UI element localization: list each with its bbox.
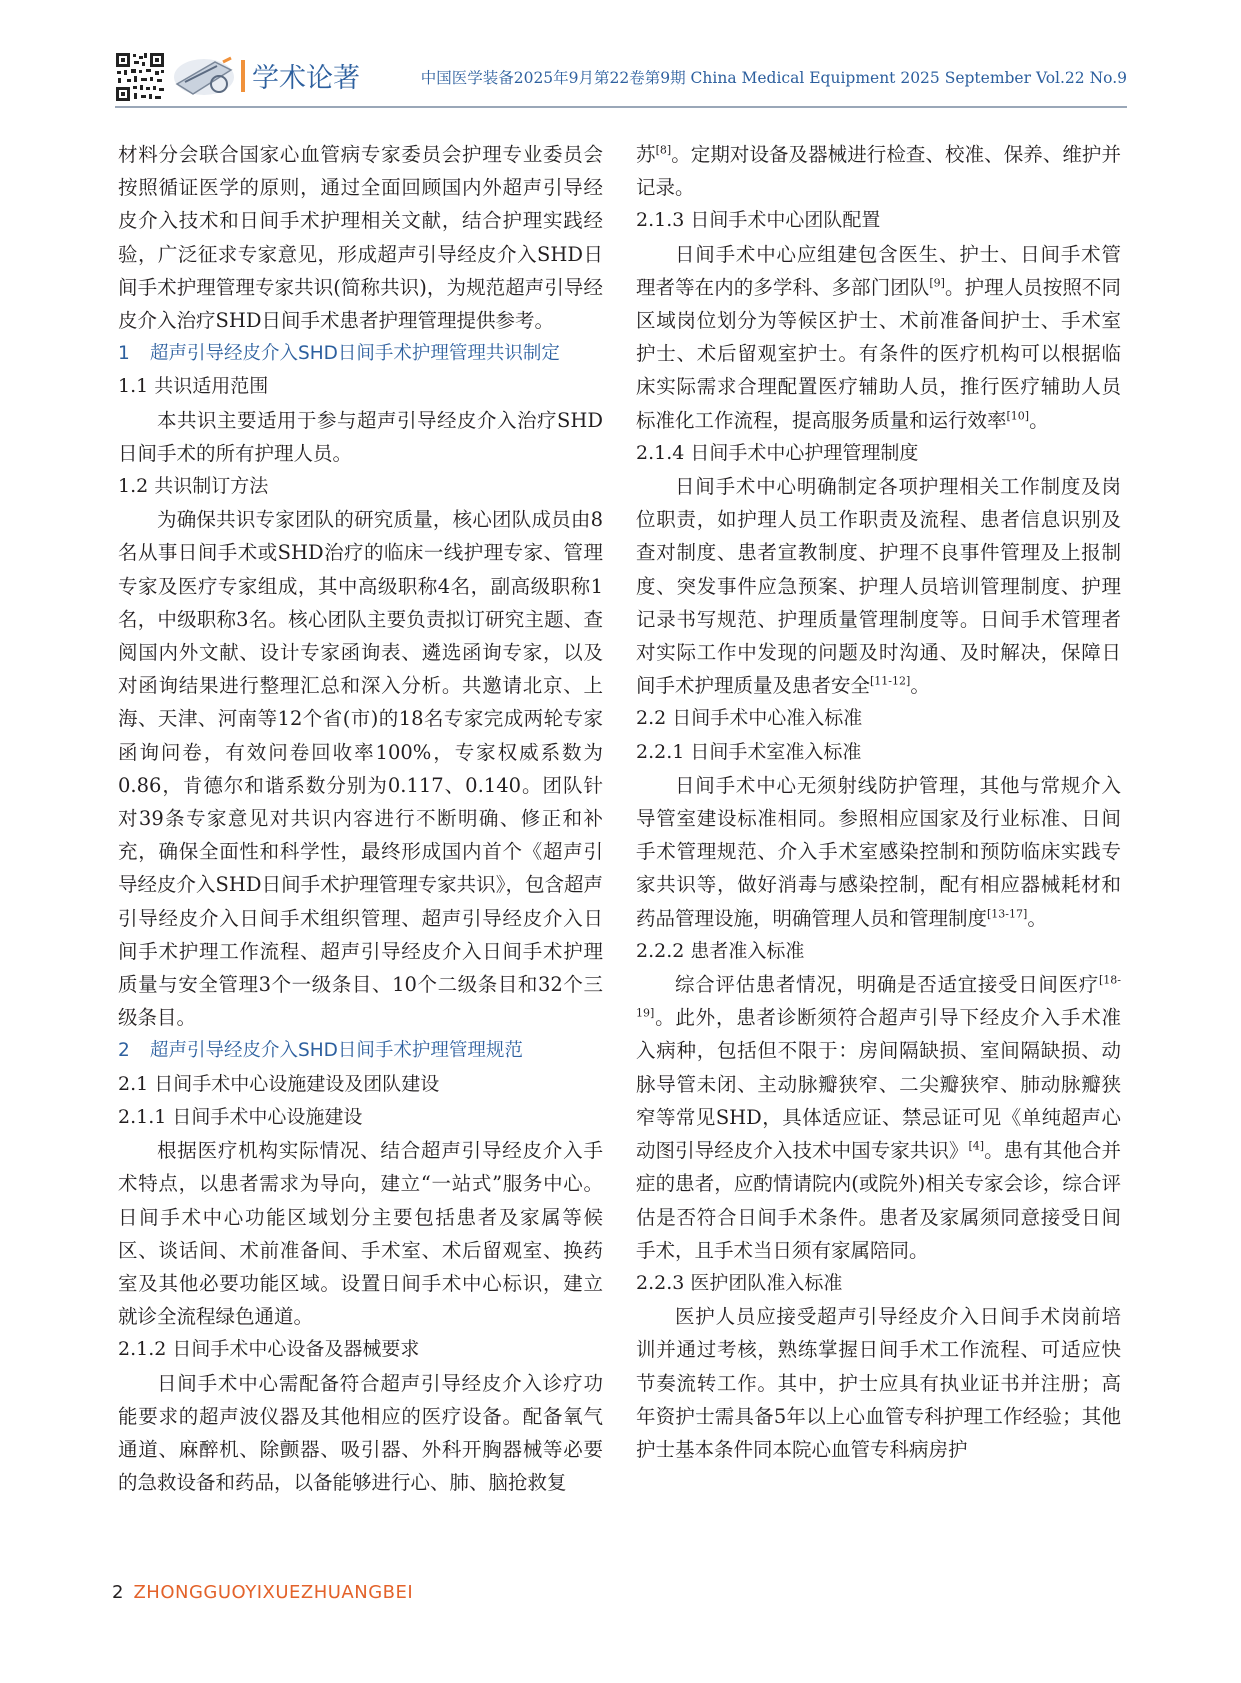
paragraph-text: 。 xyxy=(1029,408,1049,432)
subsection-heading: 2.1.3 日间手术中心团队配置 xyxy=(636,209,881,232)
paragraph: 医护人员应接受超声引导经皮介入日间手术岗前培训并通过考核，熟练掌握日间手术工作流程、可适应快节奏流转工作。其中，护士应具有执业证书并注册；高年资护士需具备5年以上心血管专科护理工作经验；其他护士基本条件同本院心血管专科病房护 xyxy=(636,1305,1121,1461)
journal-brand: ZHONGGUOYIXUEZHUANGBEI xyxy=(133,1582,414,1603)
subsection-heading: 2.2 日间手术中心准入标准 xyxy=(636,707,863,730)
header-rule xyxy=(115,106,1127,108)
subsection-heading: 2.1.1 日间手术中心设施建设 xyxy=(118,1105,363,1128)
journal-citation: 中国医学装备2025年9月第22卷第9期 China Medical Equipment 2025 September Vol.22 No.9 xyxy=(420,69,1127,87)
citation-ref: [8] xyxy=(655,143,672,157)
page-footer xyxy=(112,1582,413,1603)
section-heading-text: 超声引导经皮介入SHD日间手术护理管理共识制定 xyxy=(150,343,560,365)
subsection-heading: 2.2.2 患者准入标准 xyxy=(636,939,805,962)
page-number: 2 xyxy=(112,1582,124,1603)
citation-ref: [9] xyxy=(929,276,945,290)
citation-ref: [13-17] xyxy=(987,907,1028,921)
paragraph-text: 。定期对设备及器械进行检查、校准、保养、维护并记录。 xyxy=(636,143,1121,200)
page-header xyxy=(115,52,1127,108)
subsection-heading: 2.1.4 日间手术中心护理管理制度 xyxy=(636,441,919,464)
subsection-heading: 2.2.1 日间手术室准入标准 xyxy=(636,740,862,763)
paragraph: 根据医疗机构实际情况、结合超声引导经皮介入手术特点，以患者需求为导向，建立“一站式”服务中心。日间手术中心功能区域划分主要包括患者及家属等候区、谈话间、术前准备间、手术室、术后留观室、换药室及其他必要功能区域。设置日间手术中心标识，建立就诊全流程绿色通道。 xyxy=(118,1139,603,1329)
section-heading xyxy=(118,1034,603,1067)
section-heading xyxy=(118,337,603,370)
paragraph-text: 。此外，患者诊断须符合超声引导下经皮介入手术准入病种，包括但不限于：房间隔缺损、室间隔缺损、动脉导管未闭、主动脉瓣狭窄、二尖瓣狭窄、肺动脉瓣狭窄等常见SHD，具体适应证、禁忌证可见《单纯超声心动图引导经皮介入技术中国专家共识》 xyxy=(636,1006,1121,1163)
journal-logo-icon xyxy=(171,54,237,100)
section-heading-text: 超声引导经皮介入SHD日间手术护理管理规范 xyxy=(150,1040,523,1062)
paragraph-text: 。患有其他合并症的患者，应酌情请院内(或院外)相关专家会诊，综合评估是否符合日间手术条件。患者及家属须同意接受日间手术，且手术当日须有家属陪同。 xyxy=(636,1139,1121,1262)
subsection-heading: 1.1 共识适用范围 xyxy=(118,375,269,398)
subsection-heading: 2.1.2 日间手术中心设备及器械要求 xyxy=(118,1338,420,1361)
paragraph: 本共识主要适用于参与超声引导经皮介入治疗SHD日间手术的所有护理人员。 xyxy=(118,408,603,465)
paragraph-text: 。 xyxy=(910,674,930,698)
subsection-heading: 2.1 日间手术中心设施建设及团队建设 xyxy=(118,1072,440,1095)
paragraph-text: 日间手术中心应组建包含医生、护士、日间手术管理者等在内的多学科、多部门团队 xyxy=(636,242,1121,299)
paragraph: 日间手术中心需配备符合超声引导经皮介入诊疗功能要求的超声波仪器及其他相应的医疗设备。配备氧气通道、麻醉机、除颤器、吸引器、外科开胸器械等必要的急救设备和药品，以备能够进行心、肺、脑抢救复 xyxy=(118,1371,603,1495)
citation-ref: [11-12] xyxy=(870,674,911,688)
paragraph xyxy=(636,968,1121,1267)
paragraph: 材料分会联合国家心血管病专家委员会护理专业委员会按照循证医学的原则，通过全面回顾国内外超声引导经皮介入技术和日间手术护理相关文献，结合护理实践经验，广泛征求专家意见，形成超声引导经皮介入SHD日间手术护理管理专家共识(简称共识)，为规范超声引导经皮介入治疗SHD日间手术患者护理管理提供参考。 xyxy=(118,143,603,333)
paragraph-text: 。护理人员按照不同区域岗位划分为等候区护士、术前准备间护士、手术室护士、术后留观室护士。有条件的医疗机构可以根据临床实际需求合理配置医疗辅助人员，推行医疗辅助人员标准化工作流程，提高服务质量和运行效率 xyxy=(636,275,1121,432)
paragraph-text: 苏 xyxy=(636,143,656,166)
section-number: 2 xyxy=(118,1040,130,1062)
subsection-heading: 2.2.3 医护团队准入标准 xyxy=(636,1271,843,1294)
section-number: 1 xyxy=(118,343,130,365)
citation-ref: [18-19] xyxy=(636,973,1121,1020)
paragraph xyxy=(636,238,1121,437)
paragraph xyxy=(636,470,1121,702)
right-column xyxy=(636,138,1121,1466)
header-divider-bar xyxy=(241,60,245,92)
paragraph-text: 。 xyxy=(1027,906,1047,930)
paragraph: 为确保共识专家团队的研究质量，核心团队成员由8名从事日间手术或SHD治疗的临床一线护理专家、管理专家及医疗专家组成，其中高级职称4名，副高级职称1名，中级职称3名。核心团队主要负责拟订研究主题、查阅国内外文献、设计专家函询表、遴选函询专家，以及对函询结果进行整理汇总和深入分析。共邀请北京、上海、天津、河南等12个省(市)的18名专家完成两轮专家函询问卷，有效问卷回收率100%，专家权威系数为0.86，肯德尔和谐系数分别为0.117、0.140。团队针对39条专家意见对共识内容进行不断明确、修正和补充，确保全面性和科学性，最终形成国内首个《超声引导经皮介入SHD日间手术护理管理专家共识》，包含超声引导经皮介入日间手术组织管理、超声引导经皮介入日间手术护理工作流程、超声引导经皮介入日间手术护理质量与安全管理3个一级条目、10个二级条目和32个三级条目。 xyxy=(118,508,603,1030)
paragraph xyxy=(636,769,1121,935)
paragraph-text: 综合评估患者情况，明确是否适宜接受日间医疗 xyxy=(675,973,1099,997)
section-title: 学术论著 xyxy=(252,63,360,94)
qr-code-icon xyxy=(115,52,165,102)
paragraph-text: 日间手术中心明确制定各项护理相关工作制度及岗位职责，如护理人员工作职责及流程、患者信息识别及查对制度、患者宣教制度、护理不良事件管理及上报制度、突发事件应急预案、护理人员培训管理制度、护理记录书写规范、护理质量管理制度等。日间手术管理者对实际工作中发现的问题及时沟通、及时解决，保障日间手术护理质量及患者安全 xyxy=(636,475,1121,698)
paragraph-text: 日间手术中心无须射线防护管理，其他与常规介入导管室建设标准相同。参照相应国家及行业标准、日间手术管理规范、介入手术室感染控制和预防临床实践专家共识等，做好消毒与感染控制，配有相应器械耗材和药品管理设施，明确管理人员和管理制度 xyxy=(636,773,1121,930)
subsection-heading: 1.2 共识制订方法 xyxy=(118,475,269,498)
citation-ref: [4] xyxy=(968,1139,985,1153)
citation-ref: [10] xyxy=(1006,409,1030,423)
paragraph xyxy=(636,138,1121,204)
left-column xyxy=(118,138,603,1499)
